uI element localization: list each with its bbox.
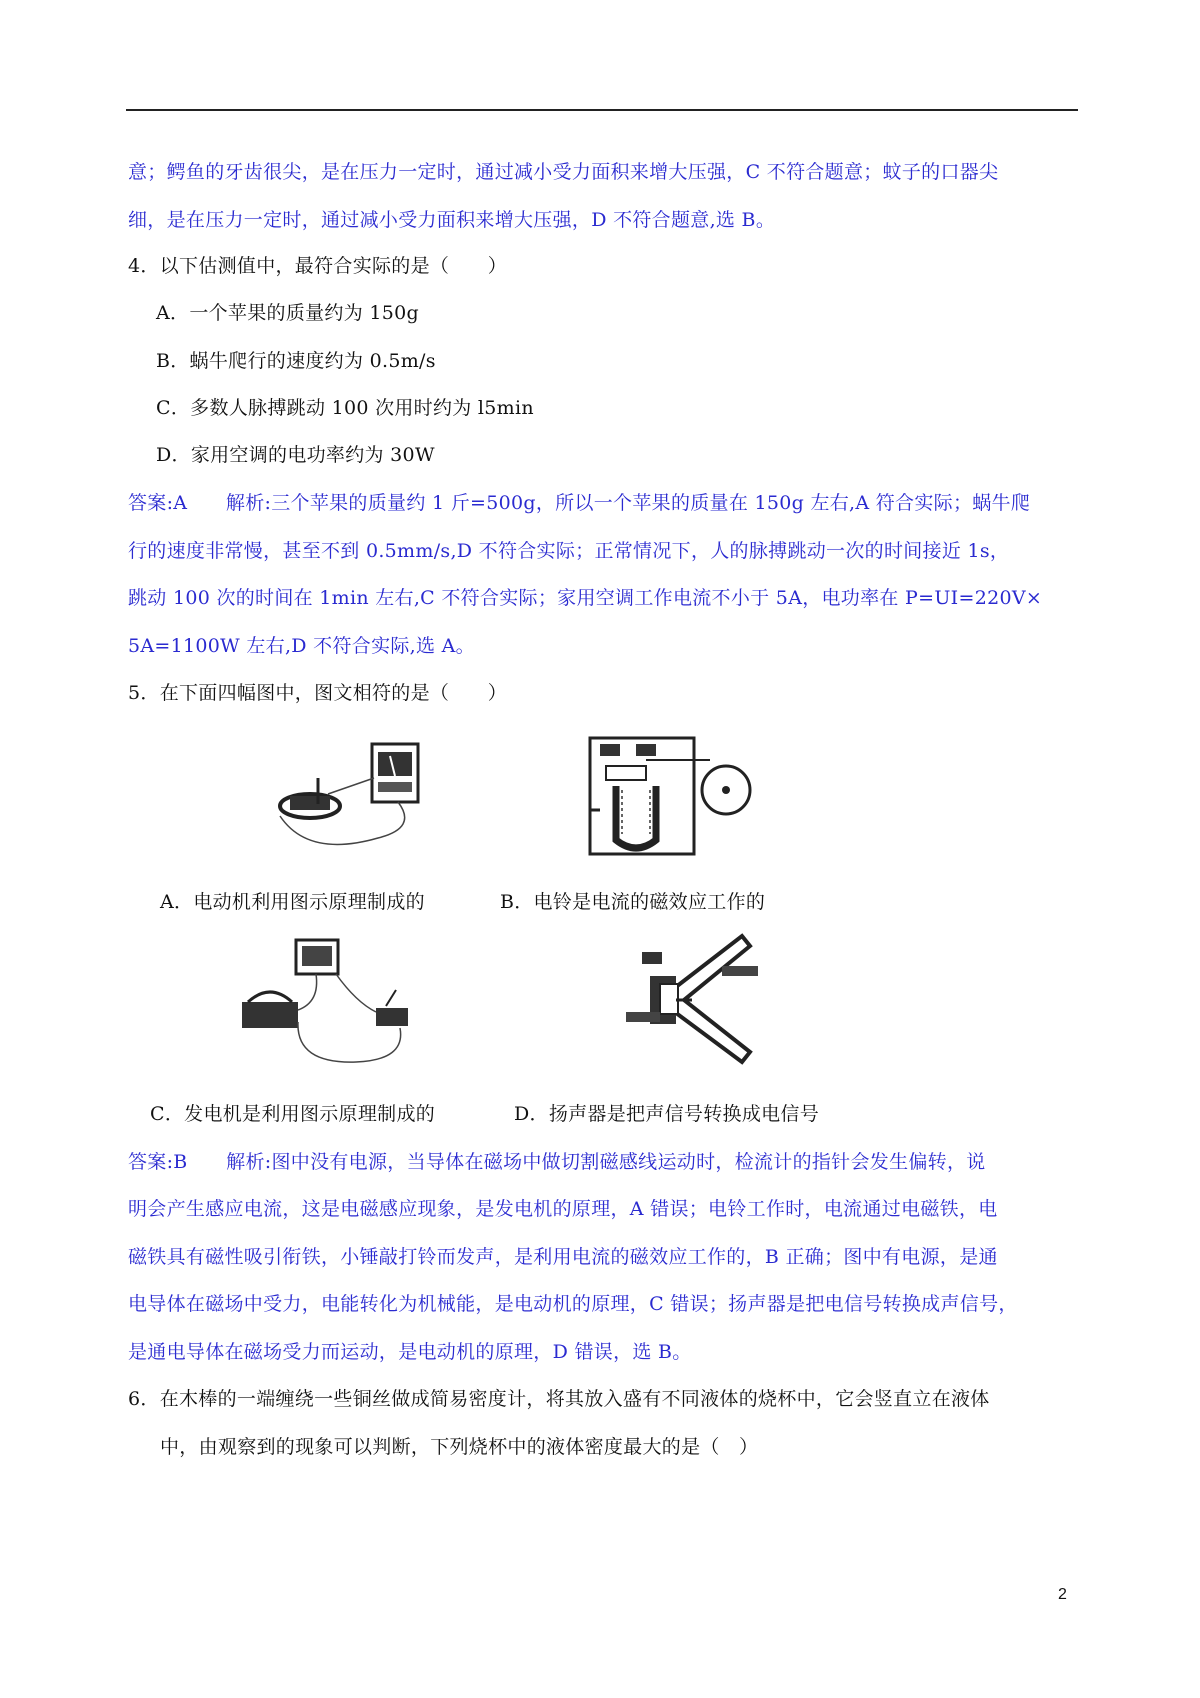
q4-option-b: B．蜗牛爬行的速度约为 0.5m/s — [156, 350, 436, 372]
q5-answer-line-4: 电导体在磁场中受力，电能转化为机械能，是电动机的原理，C 错误；扬声器是把电信号转换成声信号， — [128, 1293, 1018, 1315]
answer-continuation-line-2: 细，是在压力一定时，通过减小受力面积来增大压强，D 不符合题意,选 B。 — [128, 209, 776, 231]
q5-caption-a: A．电动机利用图示原理制成的 — [160, 891, 425, 913]
q5-caption-b: B．电铃是电流的磁效应工作的 — [500, 891, 766, 913]
figure-a-electromagnetic-induction — [268, 738, 428, 856]
figure-d-loudspeaker — [622, 930, 772, 1068]
q5-answer-line-2: 明会产生感应电流，这是电磁感应现象，是发电机的原理，A 错误；电铃工作时，电流通过电磁铁，电 — [128, 1198, 998, 1220]
header-rule — [126, 109, 1078, 111]
figure-c-motor-principle — [236, 932, 416, 1068]
q4-answer-line-4: 5A=1100W 左右,D 不符合实际,选 A。 — [128, 635, 475, 657]
q4-answer-line-2: 行的速度非常慢，甚至不到 0.5mm/s,D 不符合实际；正常情况下，人的脉搏跳动一次的时间接近 1s， — [128, 540, 1010, 562]
q5-caption-d: D．扬声器是把声信号转换成电信号 — [514, 1103, 820, 1125]
q5-stem: 5．在下面四幅图中，图文相符的是（ ） — [128, 682, 508, 704]
q5-answer-line-1: 答案:B 解析:图中没有电源，当导体在磁场中做切割磁感线运动时，检流计的指针会发生偏转，说 — [128, 1151, 986, 1173]
q5-answer-line-5: 是通电导体在磁场受力而运动，是电动机的原理，D 错误，选 B。 — [128, 1341, 692, 1363]
page-number: 2 — [1058, 1586, 1067, 1603]
q4-answer-line-1: 答案:A 解析:三个苹果的质量约 1 斤=500g，所以一个苹果的质量在 150g 左右,A 符合实际；蜗牛爬 — [128, 492, 1031, 514]
q5-answer-line-3: 磁铁具有磁性吸引衔铁，小锤敲打铃而发声，是利用电流的磁效应工作的，B 正确；图中有电源，是通 — [128, 1246, 998, 1268]
q4-option-c: C．多数人脉搏跳动 100 次用时约为 l5min — [156, 397, 534, 419]
figure-b-electric-bell — [586, 730, 756, 858]
q6-stem-line-2: 中，由观察到的现象可以判断，下列烧杯中的液体密度最大的是（ ） — [160, 1436, 759, 1458]
q4-stem: 4．以下估测值中，最符合实际的是（ ） — [128, 255, 508, 277]
q5-caption-c: C．发电机是利用图示原理制成的 — [150, 1103, 436, 1125]
answer-continuation-line-1: 意；鳄鱼的牙齿很尖，是在压力一定时，通过减小受力面积来增大压强，C 不符合题意；蚊子的口器尖 — [128, 161, 999, 183]
q6-stem-line-1: 6．在木棒的一端缠绕一些铜丝做成简易密度计，将其放入盛有不同液体的烧杯中，它会竖直立在液体 — [128, 1388, 990, 1410]
q4-answer-line-3: 跳动 100 次的时间在 1min 左右,C 不符合实际；家用空调工作电流不小于 5A，电功率在 P=UI=220V× — [128, 587, 1043, 609]
q4-option-d: D．家用空调的电功率约为 30W — [156, 444, 435, 466]
q4-option-a: A．一个苹果的质量约为 150g — [156, 302, 419, 324]
